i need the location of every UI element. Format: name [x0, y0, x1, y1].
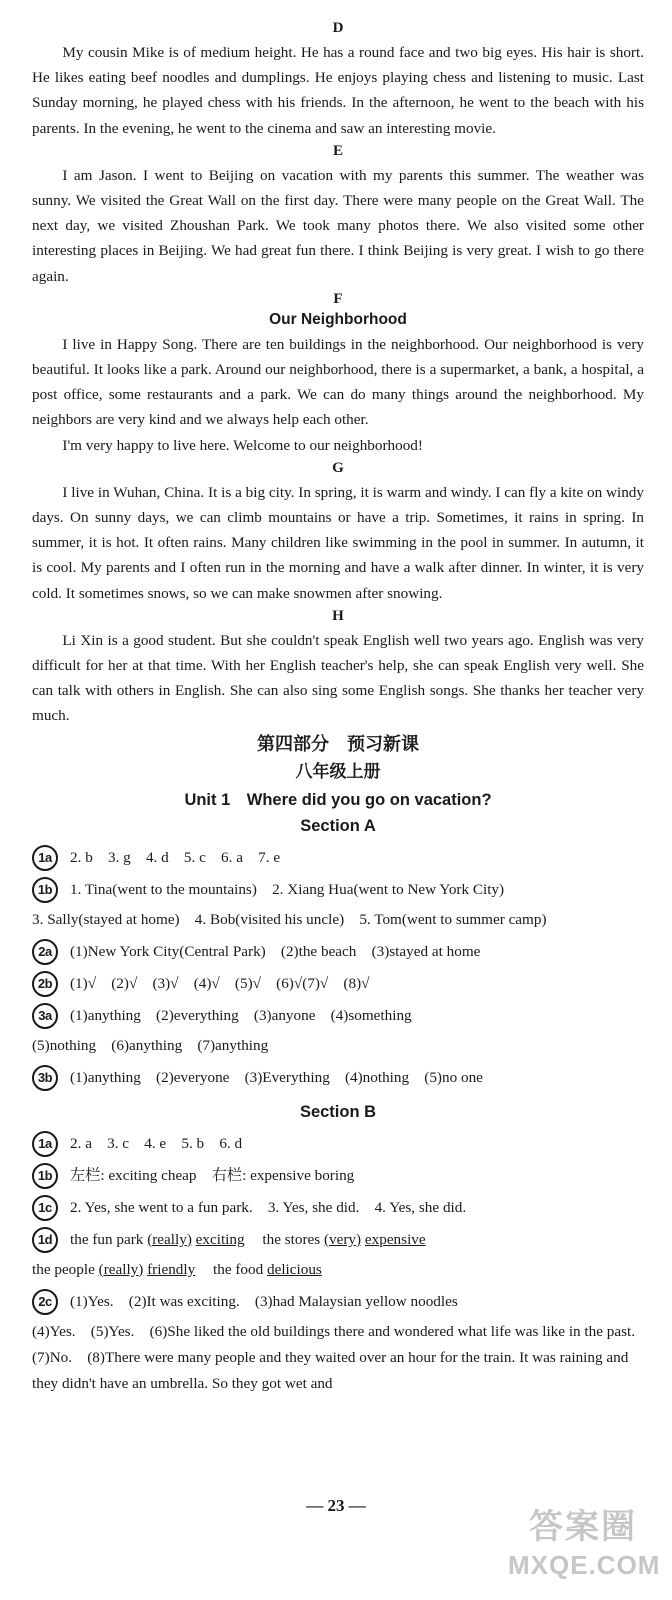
- watermark-en: MXQE.COM: [508, 1550, 661, 1580]
- answer-a-3a-cont: (5)nothing (6)anything (7)anything: [32, 1036, 269, 1054]
- question-badge-1a: 1a: [32, 1131, 58, 1157]
- section-b-title: Section B: [299, 1102, 377, 1121]
- watermark-cn: 答案圈: [529, 1507, 637, 1547]
- question-badge-1d: 1d: [32, 1227, 58, 1253]
- answer-a-2b: [32, 969, 644, 999]
- answer-a-3b: [32, 1063, 644, 1093]
- answer-b-2c: [32, 1287, 644, 1317]
- question-badge-3b: 3b: [32, 1065, 58, 1091]
- passage-d-text: My cousin Mike is of medium height. He has a round face and two big eyes. His hair is short. He likes eating beef noodles and dumplings. He enjoys playing chess and listening to music. Last Sunday morning, he played chess with his friends. In the afternoon, he went to the beach with his parents. In the evening, he went to the cinema and saw an interesting movie.: [32, 44, 644, 137]
- question-badge-1b: 1b: [32, 1163, 58, 1189]
- answer-text: 2. Yes, she went to a fun park. 3. Yes, she did. 4. Yes, she did.: [70, 1198, 467, 1216]
- question-badge-3a: 3a: [32, 1003, 58, 1029]
- passage-f-text2: I'm very happy to live here. Welcome to our neighborhood!: [62, 436, 423, 454]
- passage-letter-d: D: [332, 20, 344, 36]
- answer-page: [32, 18, 651, 1401]
- answer-b-2c-cont: (4)Yes. (5)Yes. (6)She liked the old buildings there and wondered what life was like in the past. (7)No. (8)There were many people and they waited over an hour for the train. It was raining and they didn't have an umbrella. So they got wet and: [32, 1322, 651, 1392]
- unit-title: Unit 1 Where did you go on vacation?: [184, 790, 492, 809]
- passage-e-text: I am Jason. I went to Beijing on vacation with my parents this summer. The weather was sunny. We visited the Great Wall on the first day. There were many people on the Great Wall. The next day, we visited Zhoushan Park. We took many photos there. We also visited some other interesting places in Beijing. We had great fun there. I think Beijing is very great. I wish to go there again.: [32, 166, 644, 285]
- underlined-word: delicious: [267, 1260, 322, 1278]
- passage-f-title: Our Neighborhood: [269, 310, 407, 328]
- question-badge-2a: 2a: [32, 939, 58, 965]
- answer-b-1a: [32, 1129, 644, 1159]
- question-badge-1c: 1c: [32, 1195, 58, 1221]
- answer-text: (1)anything (2)everything (3)anyone (4)something: [70, 1006, 412, 1024]
- phrase: the food: [213, 1260, 264, 1278]
- answer-a-1b: [32, 875, 644, 905]
- answer-text: (1)New York City(Central Park) (2)the beach (3)stayed at home: [70, 942, 481, 960]
- answer-text: 2. b 3. g 4. d 5. c 6. a 7. e: [70, 848, 281, 866]
- passage-g-text: I live in Wuhan, China. It is a big city. In spring, it is warm and windy. I can fly a kite on windy days. On sunny days, we can climb mountains or have a trip. Sometimes, it rains in spring. In summer, it is hot. It often rains. Many children like swimming in the pool in summer. In autumn, it is cool. My parents and I often run in the morning and have a walk after dinner. In winter, it is very cold. It sometimes snows, so we can make snowmen after snowing.: [32, 483, 644, 602]
- answer-a-1b-cont: 3. Sally(stayed at home) 4. Bob(visited his uncle) 5. Tom(went to summer camp): [32, 910, 547, 928]
- answer-text: 2. a 3. c 4. e 5. b 6. d: [70, 1134, 243, 1152]
- answer-text: (1)√ (2)√ (3)√ (4)√ (5)√ (6)√(7)√ (8)√: [70, 974, 370, 992]
- answer-b-1b: [32, 1161, 644, 1191]
- question-badge-2b: 2b: [32, 971, 58, 997]
- answer-b-1d-cont: [32, 1257, 644, 1283]
- passage-f-text1: I live in Happy Song. There are ten buildings in the neighborhood. Our neighborhood is very beautiful. It looks like a park. Around our neighborhood, there is a supermarket, a bank, a hospital, a post office, some restaurants and a park. We can do many things around the neighborhood. My neighbors are very kind and we always help each other.: [32, 335, 644, 429]
- question-badge-2c: 2c: [32, 1289, 58, 1315]
- answer-text: (1)anything (2)everyone (3)Everything (4)nothing (5)no one: [70, 1068, 483, 1086]
- answer-a-1a: [32, 843, 644, 873]
- underlined-word: (really): [147, 1230, 192, 1248]
- underlined-word: (really): [98, 1260, 144, 1278]
- answer-text: 左栏: exciting cheap 右栏: expensive boring: [70, 1166, 355, 1184]
- answer-text: [70, 1225, 644, 1255]
- underlined-word: friendly: [147, 1260, 196, 1278]
- passage-letter-f: F: [333, 290, 343, 307]
- underlined-word: expensive: [364, 1230, 426, 1248]
- passage-letter-e: E: [332, 142, 343, 159]
- section-a-title: Section A: [300, 816, 376, 835]
- underlined-word: exciting: [195, 1230, 245, 1248]
- answer-a-3a: [32, 1001, 644, 1031]
- answer-b-1c: [32, 1193, 644, 1223]
- watermark-logo: [508, 1505, 661, 1593]
- book-title: 八年级上册: [295, 761, 381, 782]
- question-badge-1b: 1b: [32, 877, 58, 903]
- answer-text: 1. Tina(went to the mountains) 2. Xiang Hua(went to New York City): [70, 880, 505, 898]
- answer-a-2a: [32, 937, 644, 967]
- phrase: the fun park: [70, 1230, 144, 1248]
- phrase: the stores: [262, 1230, 321, 1248]
- answer-text: (1)Yes. (2)It was exciting. (3)had Malaysian yellow noodles: [70, 1292, 458, 1310]
- phrase: the people: [32, 1260, 95, 1278]
- passage-letter-g: G: [332, 459, 344, 476]
- page-number: — 23 —: [306, 1496, 366, 1515]
- question-badge-1a: 1a: [32, 845, 58, 871]
- answer-b-1d: [32, 1225, 644, 1255]
- passage-letter-h: H: [332, 607, 344, 624]
- passage-h-text: Li Xin is a good student. But she couldn't speak English well two years ago. English was very difficult for her at that time. With her English teacher's help, she can speak English very well. She can talk with others in English. She can also sing some English songs. She thanks her teacher very much.: [32, 631, 644, 725]
- part-title: 第四部分 预习新课: [257, 733, 419, 755]
- underlined-word: (very): [323, 1230, 362, 1248]
